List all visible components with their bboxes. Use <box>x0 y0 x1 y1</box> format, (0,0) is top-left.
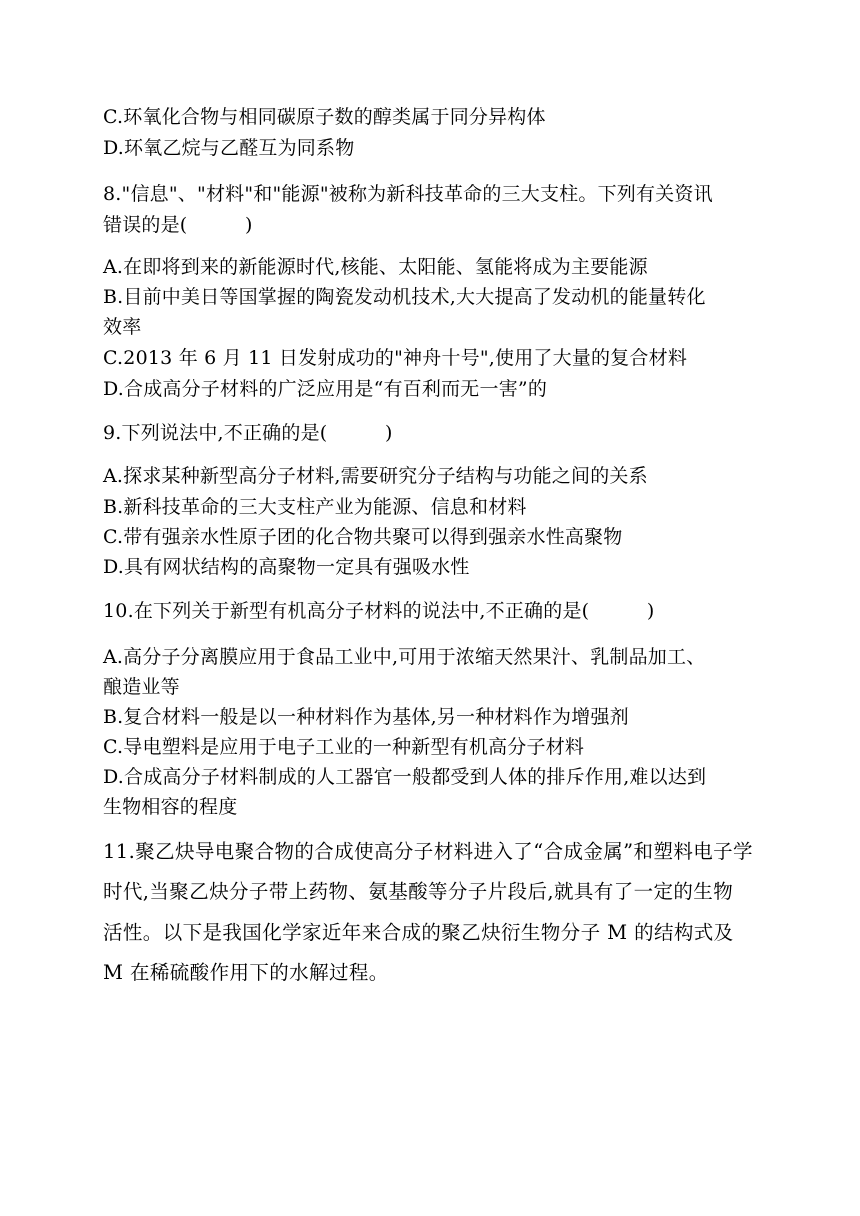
q10-stem: 10.在下列关于新型有机高分子材料的说法中,不正确的是( ) <box>103 600 655 622</box>
q8-option-b-line-1: B.目前中美日等国掌握的陶瓷发动机技术,大大提高了发动机的能量转化 <box>103 286 706 308</box>
q8-stem-line-1: 8."信息"、"材料"和"能源"被称为新科技革命的三大支柱。下列有关资讯 <box>103 183 713 205</box>
q10-option-b: B.复合材料一般是以一种材料作为基体,另一种材料作为增强剂 <box>103 706 629 728</box>
q11-stem-line-2: 时代,当聚乙炔分子带上药物、氨基酸等分子片段后,就具有了一定的生物 <box>103 880 734 903</box>
q11-stem-line-4: M 在稀硫酸作用下的水解过程。 <box>103 961 389 984</box>
q8-stem-line-2: 错误的是( ) <box>103 214 253 236</box>
q8-option-b-line-2: 效率 <box>103 316 142 338</box>
q11-stem-line-3: 活性。以下是我国化学家近年来合成的聚乙炔衍生物分子 M 的结构式及 <box>103 921 734 944</box>
q8-option-a: A.在即将到来的新能源时代,核能、太阳能、氢能将成为主要能源 <box>103 256 648 278</box>
q9-option-d: D.具有网状结构的高聚物一定具有强吸水性 <box>103 556 470 578</box>
q9-option-b: B.新科技革命的三大支柱产业为能源、信息和材料 <box>103 496 527 518</box>
q10-option-d-line-1: D.合成高分子材料制成的人工器官一般都受到人体的排斥作用,难以达到 <box>103 766 707 788</box>
q7-option-c: C.环氧化合物与相同碳原子数的醇类属于同分异构体 <box>103 106 546 128</box>
q10-option-d-line-2: 生物相容的程度 <box>103 796 238 818</box>
q9-option-a: A.探求某种新型高分子材料,需要研究分子结构与功能之间的关系 <box>103 465 648 487</box>
q11-stem-line-1: 11.聚乙炔导电聚合物的合成使高分子材料进入了“合成金属”和塑料电子学 <box>103 840 753 863</box>
q8-option-d: D.合成高分子材料的广泛应用是“有百利而无一害”的 <box>103 378 548 400</box>
q10-option-a-line-2: 酿造业等 <box>103 676 180 698</box>
q9-option-c: C.带有强亲水性原子团的化合物共聚可以得到强亲水性高聚物 <box>103 526 623 548</box>
q10-option-a-line-1: A.高分子分离膜应用于食品工业中,可用于浓缩天然果汁、乳制品加工、 <box>103 646 706 668</box>
q9-stem: 9.下列说法中,不正确的是( ) <box>103 422 393 444</box>
q10-option-c: C.导电塑料是应用于电子工业的一种新型有机高分子材料 <box>103 736 585 758</box>
q8-option-c: C.2013 年 6 月 11 日发射成功的"神舟十号",使用了大量的复合材料 <box>103 347 688 369</box>
q7-option-d: D.环氧乙烷与乙醛互为同系物 <box>103 137 355 159</box>
